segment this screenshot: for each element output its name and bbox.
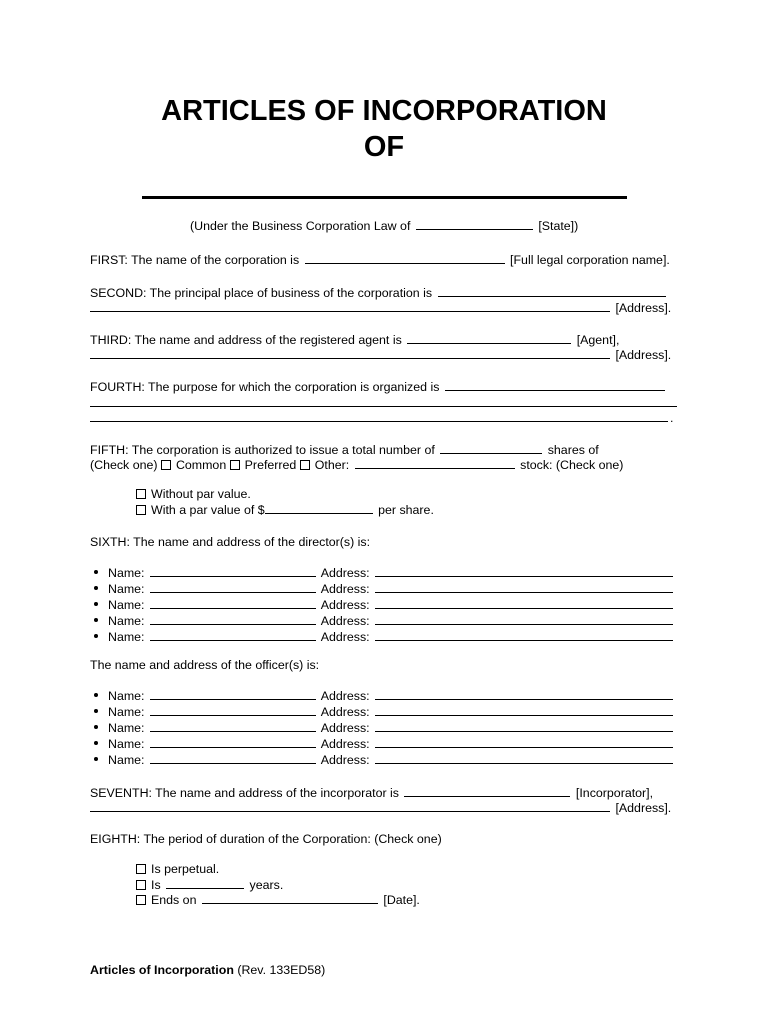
other-label: Other: xyxy=(314,458,350,472)
director-name-label: Name: xyxy=(108,598,145,612)
incorporator-label: [Incorporator], xyxy=(575,786,654,800)
bullet-icon xyxy=(94,634,98,638)
par-value-blank[interactable] xyxy=(265,501,373,514)
director-address-blank[interactable] xyxy=(375,580,673,593)
years-label: years. xyxy=(249,878,284,892)
other-stock-blank[interactable] xyxy=(355,456,515,469)
preferred-checkbox[interactable] xyxy=(230,460,240,470)
director-row xyxy=(108,612,675,629)
bullet-icon xyxy=(94,570,98,574)
officer-address-blank[interactable] xyxy=(375,751,673,764)
director-name-label: Name: xyxy=(108,614,145,628)
principal-place-blank[interactable] xyxy=(438,284,666,297)
director-name-blank[interactable] xyxy=(150,612,316,625)
officer-name-label: Name: xyxy=(108,737,145,751)
officer-address-blank[interactable] xyxy=(375,719,673,732)
director-row xyxy=(108,580,675,597)
director-address-label: Address: xyxy=(320,582,370,596)
officer-row xyxy=(108,735,675,752)
perpetual-label: Is perpetual. xyxy=(151,862,220,876)
officer-address-blank[interactable] xyxy=(375,735,673,748)
ends-on-label: Ends on xyxy=(151,893,197,907)
common-label: Common xyxy=(175,458,227,472)
with-par-option xyxy=(136,501,434,518)
check-one-label: (Check one) xyxy=(90,458,158,472)
officer-row xyxy=(108,751,675,768)
registered-agent-blank[interactable] xyxy=(407,331,571,344)
sixth-article: SIXTH: The name and address of the director(s) is: xyxy=(90,535,371,549)
officer-name-blank[interactable] xyxy=(150,703,316,716)
fourth-post: . xyxy=(670,411,674,425)
common-checkbox[interactable] xyxy=(161,460,171,470)
fourth-article-line3 xyxy=(90,409,673,426)
stock-check-one-label: stock: (Check one) xyxy=(520,458,624,472)
director-address-blank[interactable] xyxy=(375,612,673,625)
director-name-label: Name: xyxy=(108,630,145,644)
bullet-icon xyxy=(94,725,98,729)
director-row xyxy=(108,596,675,613)
director-name-label: Name: xyxy=(108,566,145,580)
footer-title: Articles of Incorporation xyxy=(90,963,234,977)
director-address-label: Address: xyxy=(320,566,370,580)
incorporator-blank[interactable] xyxy=(404,784,570,797)
footer-revision: (Rev. 133ED58) xyxy=(237,963,326,977)
second-post: [Address]. xyxy=(615,301,672,315)
share-count-blank[interactable] xyxy=(440,441,542,454)
director-address-label: Address: xyxy=(320,630,370,644)
years-blank[interactable] xyxy=(166,876,244,889)
officers-intro: The name and address of the officer(s) is: xyxy=(90,658,320,672)
without-par-option xyxy=(136,486,251,502)
officer-name-label: Name: xyxy=(108,705,145,719)
seventh-text: SEVENTH: The name and address of the incorporator is xyxy=(90,786,400,800)
director-address-label: Address: xyxy=(320,598,370,612)
subtitle-pre: (Under the Business Corporation Law of xyxy=(190,219,411,233)
officer-address-blank[interactable] xyxy=(375,703,673,716)
date-label: [Date]. xyxy=(383,893,420,907)
director-address-label: Address: xyxy=(320,614,370,628)
officer-row xyxy=(108,703,675,720)
director-name-blank[interactable] xyxy=(150,564,316,577)
per-share-label: per share. xyxy=(378,503,434,517)
bullet-icon xyxy=(94,586,98,590)
third-post: [Address]. xyxy=(615,348,672,362)
purpose-blank-1[interactable] xyxy=(445,378,665,391)
officer-name-blank[interactable] xyxy=(150,719,316,732)
agent-address-blank[interactable] xyxy=(90,346,610,359)
officer-address-label: Address: xyxy=(320,737,370,751)
ends-on-checkbox[interactable] xyxy=(136,895,146,905)
with-par-checkbox[interactable] xyxy=(136,505,146,515)
corporation-legal-name-blank[interactable] xyxy=(305,251,505,264)
fifth-text: FIFTH: The corporation is authorized to issue a total number of xyxy=(90,443,435,457)
officer-name-label: Name: xyxy=(108,689,145,703)
principal-address-blank[interactable] xyxy=(90,299,610,312)
director-name-blank[interactable] xyxy=(150,628,316,641)
perpetual-option xyxy=(136,861,219,877)
bullet-icon xyxy=(94,602,98,606)
second-text: SECOND: The principal place of business of the corporation is xyxy=(90,286,433,300)
state-blank[interactable] xyxy=(416,217,533,230)
third-text: THIRD: The name and address of the registered agent is xyxy=(90,333,402,347)
fourth-text: FOURTH: The purpose for which the corporation is organized is xyxy=(90,380,440,394)
end-date-blank[interactable] xyxy=(202,891,378,904)
bullet-icon xyxy=(94,741,98,745)
director-name-label: Name: xyxy=(108,582,145,596)
without-par-label: Without par value. xyxy=(151,487,251,501)
without-par-checkbox[interactable] xyxy=(136,489,146,499)
first-article xyxy=(90,251,670,268)
bullet-icon xyxy=(94,618,98,622)
officer-address-blank[interactable] xyxy=(375,687,673,700)
second-article-line2 xyxy=(90,299,671,316)
director-name-blank[interactable] xyxy=(150,596,316,609)
page-footer xyxy=(90,963,325,977)
bullet-icon xyxy=(94,709,98,713)
officer-name-blank[interactable] xyxy=(150,687,316,700)
seventh-post: [Address]. xyxy=(615,801,672,815)
first-text: FIRST: The name of the corporation is xyxy=(90,253,300,267)
director-address-blank[interactable] xyxy=(375,596,673,609)
director-row xyxy=(108,564,675,581)
preferred-label: Preferred xyxy=(244,458,297,472)
purpose-blank-3[interactable] xyxy=(90,409,668,422)
is-label: Is xyxy=(151,878,161,892)
years-checkbox[interactable] xyxy=(136,880,146,890)
fourth-article xyxy=(90,378,667,395)
officer-name-blank[interactable] xyxy=(150,735,316,748)
director-row xyxy=(108,628,675,645)
director-name-blank[interactable] xyxy=(150,580,316,593)
officer-address-label: Address: xyxy=(320,753,370,767)
first-post: [Full legal corporation name]. xyxy=(510,253,670,267)
purpose-blank-2[interactable] xyxy=(90,406,677,407)
fifth-article-line2 xyxy=(90,456,623,473)
corporation-name-blank[interactable] xyxy=(142,196,627,199)
officer-name-label: Name: xyxy=(108,753,145,767)
officer-address-label: Address: xyxy=(320,705,370,719)
officer-row xyxy=(108,719,675,736)
other-checkbox[interactable] xyxy=(300,460,310,470)
incorporator-address-blank[interactable] xyxy=(90,799,610,812)
subtitle-post: [State]) xyxy=(538,219,579,233)
third-agent-label: [Agent], xyxy=(576,333,620,347)
perpetual-checkbox[interactable] xyxy=(136,864,146,874)
director-address-blank[interactable] xyxy=(375,628,673,641)
officer-address-label: Address: xyxy=(320,721,370,735)
bullet-icon xyxy=(94,693,98,697)
officer-name-label: Name: xyxy=(108,721,145,735)
third-article-line2 xyxy=(90,346,671,363)
eighth-article: EIGHTH: The period of duration of the Corporation: (Check one) xyxy=(90,832,442,846)
director-address-blank[interactable] xyxy=(375,564,673,577)
officer-row xyxy=(108,687,675,704)
document-title-of: OF xyxy=(363,131,405,163)
seventh-article-line2 xyxy=(90,799,671,816)
officer-address-label: Address: xyxy=(320,689,370,703)
shares-of-label: shares of xyxy=(547,443,599,457)
ends-on-option xyxy=(136,891,420,908)
document-title: ARTICLES OF INCORPORATION xyxy=(161,95,607,127)
with-par-label: With a par value of $ xyxy=(151,503,265,517)
officer-name-blank[interactable] xyxy=(150,751,316,764)
subtitle-line xyxy=(190,217,578,234)
bullet-icon xyxy=(94,757,98,761)
